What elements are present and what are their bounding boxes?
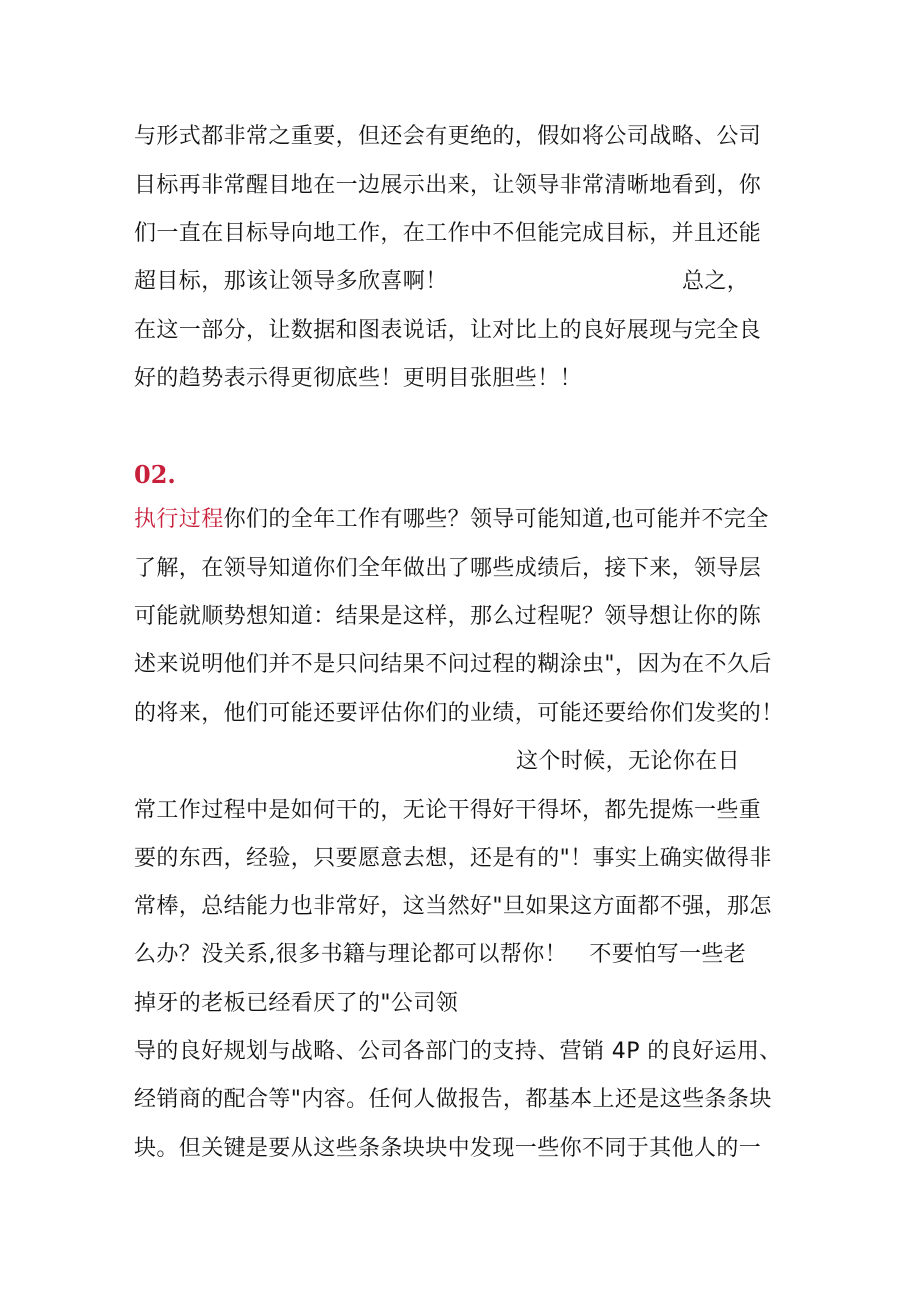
paragraph-line: 常工作过程中是如何干的，无论干得好干得坏，都先提炼一些重: [134, 798, 762, 823]
section-number: 02.: [134, 460, 176, 489]
paragraph-line: 在这一部分，让数据和图表说话，让对比上的良好展现与完全良: [134, 318, 762, 343]
paragraph-line: 好的趋势表示得更彻底些！更明目张胆些！！: [134, 366, 583, 391]
paragraph-line: 你们的全年工作有哪些？领导可能知道,也可能并不完全: [223, 507, 769, 532]
paragraph-line: 目标再非常醒目地在一边展示出来，让领导非常清晰地看到，你: [134, 173, 762, 198]
paragraph-line: 常棒，总结能力也非常好，这当然好"旦如果这方面都不强，那怎: [134, 894, 772, 919]
paragraph-line: 了解，在领导知道你们全年做出了哪些成绩后，接下来，领导层: [134, 556, 762, 581]
section-title: 执行过程: [134, 507, 224, 532]
paragraph-line: 述来说明他们并不是只问结果不问过程的糊涂虫"，因为在不久后: [134, 652, 772, 677]
paragraph-line: 总之，: [682, 269, 750, 294]
paragraph-line: 这个时候，无论你在日: [516, 749, 741, 774]
paragraph-line: 的将来，他们可能还要评估你们的业绩，可能还要给你们发奖的！: [134, 701, 784, 726]
paragraph-line: 导的良好规划与战略、公司各部门的支持、营销 4P 的良好运用、: [134, 1039, 782, 1064]
paragraph-line: 与形式都非常之重要，但还会有更绝的，假如将公司战略、公司: [134, 124, 762, 149]
paragraph-line: 经销商的配合等"内容。任何人做报告，都基本上还是这些条条块: [134, 1087, 772, 1112]
paragraph-line: 们一直在目标导向地工作，在工作中不但能完成目标，并且还能: [134, 221, 762, 246]
paragraph-line: 要的东西，经验，只要愿意去想，还是有的"！事实上确实做得非: [134, 846, 772, 871]
section-first-line: [134, 505, 769, 535]
paragraph-line: 超目标，那该让领导多欣喜啊！: [134, 269, 448, 294]
paragraph-line: 可能就顺势想知道：结果是这样，那么过程呢？领导想让你的陈: [134, 604, 762, 629]
paragraph-line: 块。但关键是要从这些条条块块中发现一些你不同于其他人的一: [134, 1136, 762, 1161]
paragraph-line: 掉牙的老板已经看厌了的"公司领: [134, 991, 459, 1016]
paragraph-line: 么办？没关系,很多书籍与理论都可以帮你！ 不要怕写一些老: [134, 942, 747, 967]
